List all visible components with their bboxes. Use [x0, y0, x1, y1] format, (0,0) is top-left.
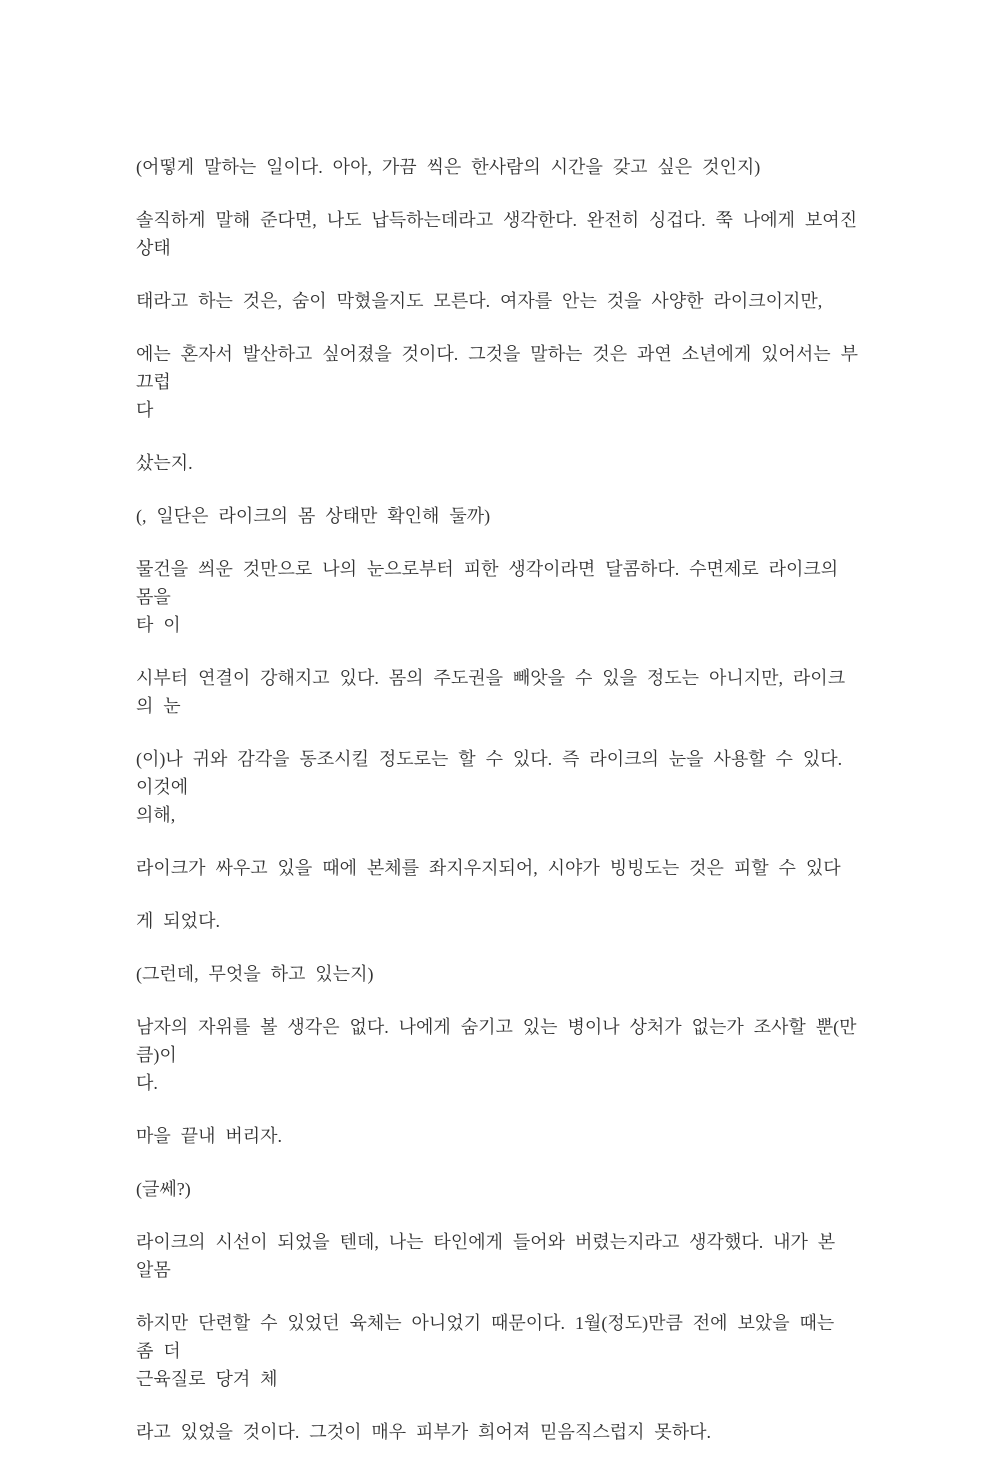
text-line: (글쎄?) — [136, 1179, 191, 1199]
text-line: (어떻게 말하는 일이다. 아아, 가끔 씩은 한사람의 시간을 갖고 싶은 것인지) — [136, 157, 761, 177]
paragraph-11 — [136, 907, 858, 935]
text-line: 다 — [136, 400, 154, 420]
text-line: 다. — [136, 1073, 158, 1093]
text-line: 근육질로 당겨 체 — [136, 1369, 278, 1389]
text-line: 솔직하게 말해 준다면, 나도 납득하는데라고 생각한다. 완전히 싱겁다. 쭉 나에게 보여진 상태 — [136, 210, 858, 258]
text-line: (, 일단은 라이크의 몸 상태만 확인해 둘까) — [136, 506, 491, 526]
paragraph-10 — [136, 854, 858, 882]
text-line: 의해, — [136, 805, 176, 825]
text-line: 시부터 연결이 강해지고 있다. 몸의 주도권을 빼앗을 수 있을 정도는 아니지만, 라이크의 눈 — [136, 668, 846, 716]
paragraph-17 — [136, 1309, 858, 1393]
text-line: 하지만 단련할 수 있었던 육체는 아니었기 때문이다. 1월(정도)만큼 전에 보았을 때는 좀 더 — [136, 1313, 835, 1361]
paragraph-5 — [136, 449, 858, 477]
text-line: 물건을 씌운 것만으로 나의 눈으로부터 피한 생각이라면 달콤하다. 수면제로 라이크의 몸을 — [136, 559, 839, 607]
text-line: 마을 끝내 버리자. — [136, 1126, 283, 1146]
paragraph-15 — [136, 1175, 858, 1203]
paragraph-14 — [136, 1122, 858, 1150]
text-line: (그런데, 무엇을 하고 있는지) — [136, 964, 374, 984]
paragraph-16 — [136, 1228, 858, 1284]
paragraph-9 — [136, 745, 858, 829]
text-line: 남자의 자위를 볼 생각은 없다. 나에게 숨기고 있는 병이나 상처가 없는가 조사할 뿐(만큼)이 — [136, 1017, 857, 1065]
paragraph-18 — [136, 1418, 858, 1446]
paragraph-12 — [136, 960, 858, 988]
paragraph-4 — [136, 340, 858, 424]
paragraph-8 — [136, 664, 858, 720]
paragraph-3 — [136, 287, 858, 315]
text-line: 태라고 하는 것은, 숨이 막혔을지도 모른다. 여자를 안는 것을 사양한 라이크이지만, — [136, 291, 823, 311]
text-line: (이)나 귀와 감각을 동조시킬 정도로는 할 수 있다. 즉 라이크의 눈을 사용할 수 있다. 이것에 — [136, 749, 843, 797]
paragraph-2 — [136, 206, 858, 262]
text-line: 타 이 — [136, 615, 181, 635]
paragraph-6 — [136, 502, 858, 530]
text-line: 라고 있었을 것이다. 그것이 매우 피부가 희어져 믿음직스럽지 못하다. — [136, 1422, 712, 1442]
paragraph-1 — [136, 153, 858, 181]
paragraph-13 — [136, 1013, 858, 1097]
text-line: 게 되었다. — [136, 911, 220, 931]
document-body — [136, 153, 858, 1471]
text-line: 라이크의 시선이 되었을 텐데, 나는 타인에게 들어와 버렸는지라고 생각했다. 내가 본 알몸 — [136, 1232, 836, 1280]
text-line: 라이크가 싸우고 있을 때에 본체를 좌지우지되어, 시야가 빙빙도는 것은 피할 수 있다 — [136, 858, 841, 878]
paragraph-7 — [136, 555, 858, 639]
text-line: 에는 혼자서 발산하고 싶어졌을 것이다. 그것을 말하는 것은 과연 소년에게 있어서는 부끄럽 — [136, 344, 858, 392]
text-line: 샀는지. — [136, 453, 193, 473]
